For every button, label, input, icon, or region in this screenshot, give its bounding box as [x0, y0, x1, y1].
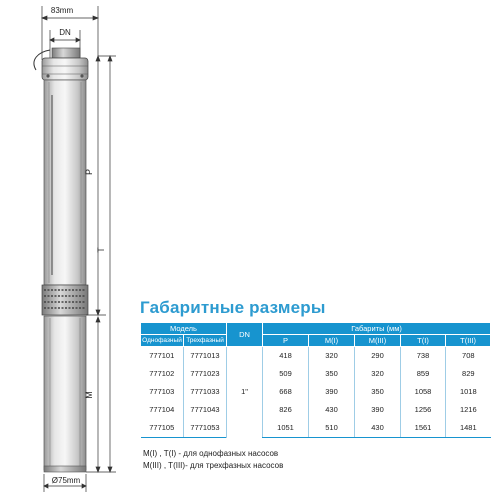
three-phase-model: 7771023 [184, 365, 227, 383]
col-header-ti: T(I) [401, 335, 446, 347]
cell-ti: 738 [401, 347, 446, 366]
cell-tiii: 708 [446, 347, 491, 366]
cell-mi: 350 [309, 365, 355, 383]
cell-mi: 390 [309, 383, 355, 401]
cell-ti: 1561 [401, 419, 446, 438]
table-row [141, 347, 491, 366]
dn-value: 1" [227, 347, 263, 438]
dimensions-table [140, 322, 491, 438]
single-phase-model: 777103 [149, 387, 175, 396]
col-header-miii: M(III) [355, 335, 401, 347]
p-dimension [86, 56, 106, 315]
three-phase-model: 7771013 [184, 347, 227, 366]
single-phase-model: 777102 [149, 369, 175, 378]
cell-p: 509 [263, 365, 309, 383]
three-phase-model: 7771053 [184, 419, 227, 438]
footnote-single-phase: M(I) , T(I) - для однофазных насосов [143, 449, 279, 458]
cell-mi: 430 [309, 401, 355, 419]
col-header-p: P [263, 335, 309, 347]
cell-miii: 350 [355, 383, 401, 401]
table-row [141, 365, 491, 383]
cell-p: 1051 [263, 419, 309, 438]
cell-miii: 430 [355, 419, 401, 438]
table-row [141, 419, 491, 438]
three-phase-header: Трехфазный [184, 335, 227, 347]
t-dimension [98, 56, 116, 472]
footnote-three-phase: M(III) , T(III)- для трехфазных насосов [143, 461, 284, 470]
table-row [141, 401, 491, 419]
cell-p: 826 [263, 401, 309, 419]
cell-ti: 859 [401, 365, 446, 383]
cell-tiii: 829 [446, 365, 491, 383]
cell-ti: 1058 [401, 383, 446, 401]
m-label: M [84, 391, 94, 399]
width-label: 83mm [50, 6, 74, 15]
pump-motor [44, 316, 86, 472]
three-phase-model: 7771043 [184, 401, 227, 419]
diameter-label: Ø75mm [51, 476, 81, 485]
cell-mi: 320 [309, 347, 355, 366]
single-phase-model: 777104 [149, 405, 175, 414]
pump-head [34, 48, 88, 80]
pump-body [44, 80, 86, 285]
cell-miii: 290 [355, 347, 401, 366]
dn-header: DN [227, 323, 263, 347]
col-header-tiii: T(III) [446, 335, 491, 347]
section-title: Габаритные размеры [140, 298, 326, 317]
cell-ti: 1256 [401, 401, 446, 419]
dn-label: DN [59, 28, 71, 37]
col-header-mi: M(I) [309, 335, 355, 347]
cell-tiii: 1216 [446, 401, 491, 419]
single-phase-model: 777101 [141, 347, 184, 366]
dims-header: Габариты (мм) [263, 323, 491, 335]
single-phase-model: 777105 [141, 419, 184, 438]
footnotes [143, 448, 283, 472]
three-phase-model: 7771033 [184, 383, 227, 401]
single-phase-header: Однофазный [141, 335, 184, 347]
cell-miii: 320 [355, 365, 401, 383]
cell-mi: 510 [309, 419, 355, 438]
cell-p: 668 [263, 383, 309, 401]
t-label: T [96, 247, 106, 253]
table-row [141, 383, 491, 401]
model-header: Модель [141, 323, 227, 335]
p-label: P [84, 168, 94, 176]
cell-tiii: 1018 [446, 383, 491, 401]
cell-tiii: 1481 [446, 419, 491, 438]
cell-miii: 390 [355, 401, 401, 419]
cell-p: 418 [263, 347, 309, 366]
